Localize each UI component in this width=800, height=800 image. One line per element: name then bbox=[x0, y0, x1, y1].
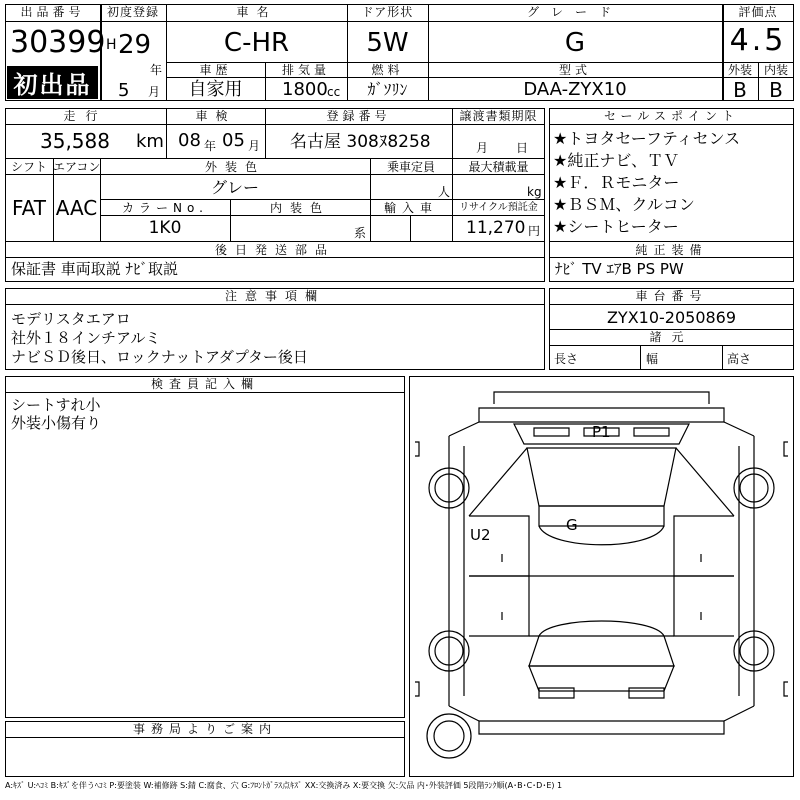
sales-point-item: ★シートヒーター bbox=[553, 217, 679, 236]
color-number-label: カラーNo. bbox=[122, 201, 208, 215]
shift: FAT bbox=[11, 196, 46, 220]
notes-line: モデリスタエアロ bbox=[11, 310, 131, 328]
genuine-equipment-label: 純正装備 bbox=[635, 243, 708, 257]
color-number: 1K0 bbox=[148, 218, 182, 238]
mileage: 35,588 bbox=[40, 129, 110, 153]
sales-point-item: ★トヨタセーフティセンス bbox=[553, 129, 741, 148]
max-load-label: 最大積載量 bbox=[468, 160, 529, 174]
history-label: 車歴 bbox=[199, 63, 232, 77]
sales-point-item: ★純正ナビ、ＴＶ bbox=[553, 151, 680, 170]
damage-mark-p1: P1 bbox=[592, 423, 611, 441]
shift-label: シフト bbox=[10, 160, 47, 174]
fuel: ｶﾞｿﾘﾝ bbox=[367, 80, 408, 99]
roof bbox=[539, 506, 664, 526]
chassis-label: 車台番号 bbox=[635, 289, 708, 303]
later-parts-label: 後日発送部品 bbox=[214, 243, 335, 257]
inspection-label: 車検 bbox=[195, 109, 236, 123]
recycle-label: リサイクル預託金 bbox=[459, 202, 538, 213]
genuine-equipment: ﾅﾋﾞ TV ｴｱB PS PW bbox=[555, 260, 684, 278]
inspector-notes bbox=[11, 396, 101, 432]
mileage-label: 走行 bbox=[63, 109, 108, 123]
displacement: 1800 bbox=[282, 79, 328, 100]
front-bumper bbox=[479, 408, 724, 422]
inspector-line: シートすれ小 bbox=[11, 396, 101, 414]
notes-text bbox=[11, 310, 308, 367]
fuel-label: 燃料 bbox=[371, 63, 404, 77]
sales-points-label: セールスポイント bbox=[604, 109, 739, 123]
damage-mark-g: G bbox=[566, 516, 578, 534]
model-label: 型式 bbox=[558, 63, 591, 77]
score: 4.5 bbox=[729, 23, 787, 58]
era-letter: H bbox=[106, 37, 117, 53]
exterior-color: グレー bbox=[210, 178, 259, 197]
notes-line: ナビＳＤ後日、ロックナットアダプター後日 bbox=[11, 348, 308, 366]
chassis-number: ZYX10-2050869 bbox=[606, 308, 737, 327]
left-front-door bbox=[469, 516, 529, 576]
exterior-grade: B bbox=[733, 78, 747, 102]
recycle-fee: 11,270 bbox=[466, 218, 526, 238]
color-label: 外装色 bbox=[204, 160, 265, 174]
grade: G bbox=[564, 28, 586, 58]
first-registration-label: 初度登録 bbox=[106, 5, 159, 19]
registration-month: 5 bbox=[118, 80, 130, 101]
inspection-year: 08 bbox=[178, 130, 201, 151]
plate-label: 登録番号 bbox=[326, 109, 391, 123]
sales-points-list bbox=[553, 128, 740, 238]
rear-bumper bbox=[479, 721, 724, 734]
plate-number: 名古屋 308ﾇ8258 bbox=[290, 132, 431, 152]
lot-number: 30399 bbox=[10, 25, 106, 60]
office-label: 事務局よりご案内 bbox=[132, 722, 277, 736]
displacement-label: 排気量 bbox=[281, 63, 330, 77]
sales-point-item: ★ＢＳＭ、クルコン bbox=[553, 195, 695, 214]
length-label: 長さ bbox=[554, 352, 579, 366]
lot-number-label: 出品番号 bbox=[20, 5, 85, 19]
exterior-label: 外装 bbox=[727, 63, 752, 77]
notes-label: 注意事項欄 bbox=[224, 289, 325, 303]
right-front-door bbox=[674, 516, 734, 576]
rear-window bbox=[529, 621, 674, 666]
later-parts: 保証書 車両取説 ﾅﾋﾞ取説 bbox=[11, 260, 179, 278]
model-code: DAA-ZYX10 bbox=[523, 79, 627, 100]
import-label: 輸入車 bbox=[383, 201, 438, 215]
interior-label: 内装 bbox=[763, 63, 788, 77]
legend: A:ｷｽﾞ U:ﾍｺﾐ B:ｷｽﾞを伴うﾍｺﾐ P:要塗装 W:補修跡 S:錆 C:腐食、穴 G:ﾌﾛﾝﾄｶﾞﾗｽ点ｷｽﾞ XX:交換済み X:要交換 欠:欠品 内･外装評価 5段階ﾗﾝｸ順(A･B･C･D･E) 1 bbox=[5, 781, 563, 790]
sales-point-item: ★Ｆ．Ｒモニター bbox=[553, 173, 680, 192]
history: 自家用 bbox=[188, 79, 243, 100]
windshield bbox=[527, 448, 676, 506]
aircon-label: エアコン bbox=[53, 160, 101, 174]
score-label: 評価点 bbox=[738, 5, 778, 19]
grade-label: グレード bbox=[526, 5, 623, 19]
inspector-line: 外装小傷有り bbox=[11, 414, 102, 432]
height-label: 高さ bbox=[727, 352, 752, 366]
inspector-label: 検査員記入欄 bbox=[150, 377, 259, 391]
capacity-label: 乗車定員 bbox=[386, 160, 435, 174]
notes-line: 社外１８インチアルミ bbox=[11, 329, 161, 347]
dimensions-label: 諸元 bbox=[649, 330, 694, 344]
door-label: ドア形状 bbox=[361, 5, 414, 19]
first-listing-badge: 初出品 bbox=[7, 66, 98, 99]
transfer-deadline-label: 譲渡書類期限 bbox=[459, 109, 538, 123]
interior-grade: B bbox=[769, 78, 783, 102]
trunk bbox=[529, 666, 674, 691]
car-name: C-HR bbox=[223, 28, 290, 58]
registration-year: 29 bbox=[118, 30, 152, 60]
inspection-month: 05 bbox=[222, 130, 245, 151]
damage-mark-u2: U2 bbox=[470, 526, 491, 544]
aircon: AAC bbox=[55, 196, 98, 220]
left-rear-door bbox=[469, 576, 529, 636]
door-type: 5W bbox=[366, 28, 409, 58]
car-name-label: 車名 bbox=[236, 5, 277, 19]
width-label: 幅 bbox=[646, 352, 659, 366]
right-rear-door bbox=[674, 576, 734, 636]
interior-color-label: 内装色 bbox=[269, 201, 330, 215]
